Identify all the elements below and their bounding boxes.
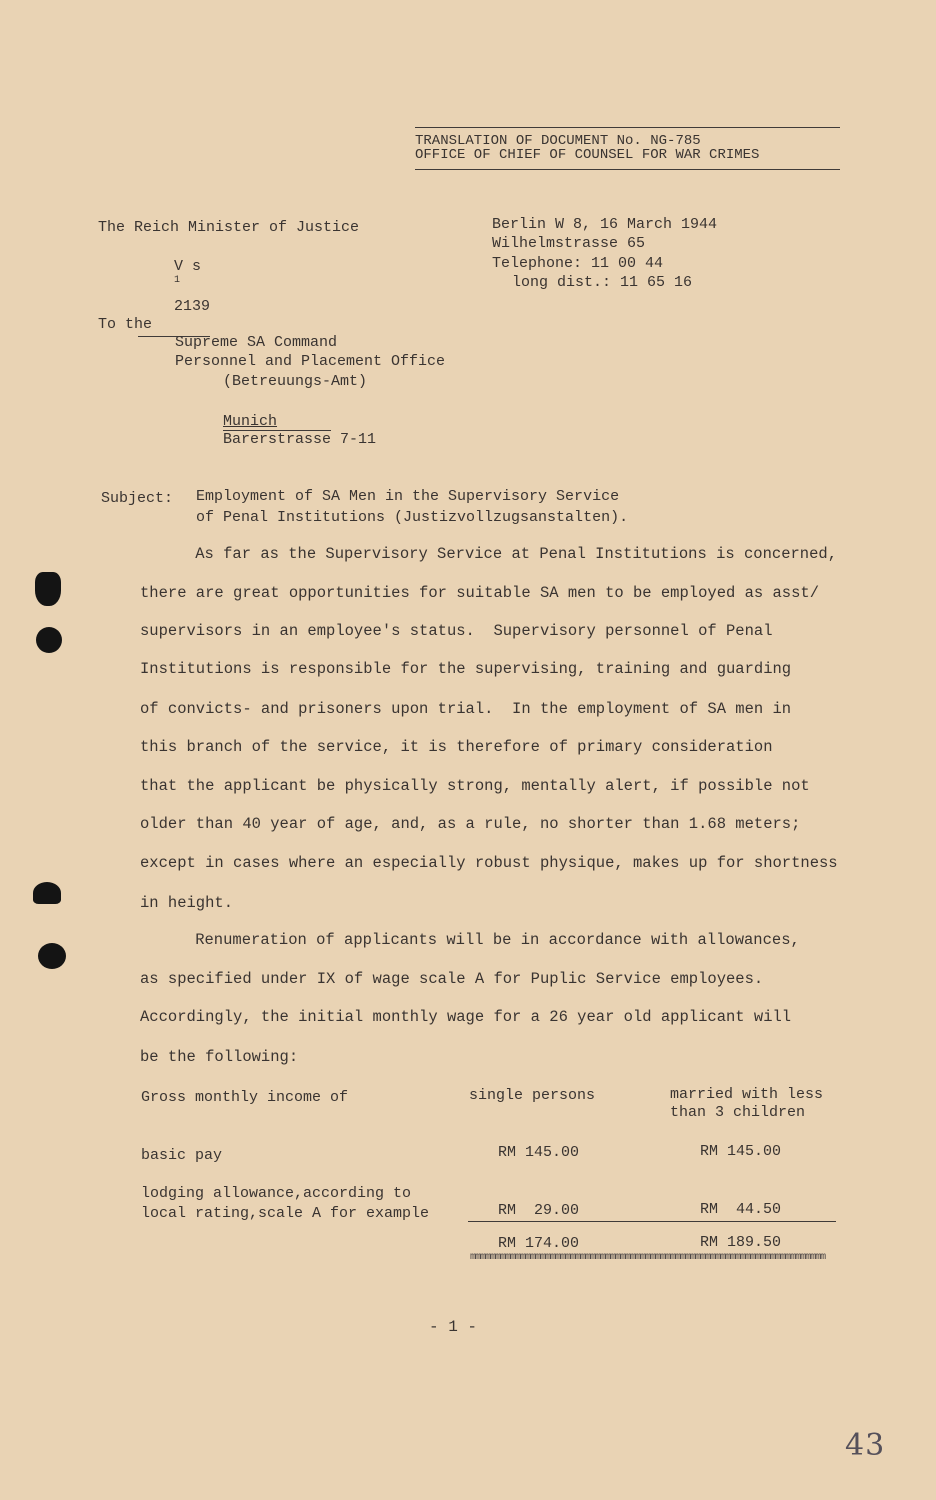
header-top-rule — [415, 127, 840, 128]
header-bottom-rule — [415, 169, 840, 170]
table-row-label: lodging allowance,according to — [141, 1185, 412, 1202]
body-line: Renumeration of applicants will be in accordance with allowances, — [158, 931, 800, 949]
body-line: there are great opportunities for suitable SA men to be employed as asst/ — [140, 584, 820, 602]
table-sum-rule — [468, 1221, 836, 1222]
header-line-1: TRANSLATION OF DOCUMENT No. NG-785 — [415, 133, 701, 149]
subject-label: Subject: — [101, 490, 174, 507]
body-line: of convicts- and prisoners upon trial. In the employment of SA men in — [140, 700, 792, 718]
recipient-line-1: Supreme SA Command — [175, 334, 338, 351]
table-header-single: single persons — [469, 1087, 596, 1104]
header-line-2: OFFICE OF CHIEF OF COUNSEL FOR WAR CRIMES — [415, 147, 760, 163]
punch-hole-mark — [35, 572, 61, 606]
table-cell-single: RM 29.00 — [498, 1202, 580, 1219]
subject-line-2: of Penal Institutions (Justizvollzugsanstalten). — [196, 509, 629, 526]
table-total-single: RM 174.00 — [498, 1235, 580, 1252]
table-cell-single: RM 145.00 — [498, 1144, 580, 1161]
dateline-long-distance: long dist.: 11 65 16 — [512, 274, 693, 291]
dateline-city-date: Berlin W 8, 16 March 1944 — [492, 216, 718, 233]
punch-hole — [38, 943, 66, 969]
recipient-line-2: Personnel and Placement Office — [175, 353, 446, 370]
table-total-double-underline: mmmmmmmmmmmmmmmmmmmmmmmmmmmmmmmmmmmmmmmmmmmmmmmmmmmmmmmmmmmmmmmmmmmmmmm — [470, 1253, 826, 1263]
recipient-to: To the — [98, 316, 153, 333]
body-line: that the applicant be physically strong, mentally alert, if possible not — [140, 777, 810, 795]
body-line: Institutions is responsible for the supervising, training and guarding — [140, 660, 792, 678]
body-line: supervisors in an employee's status. Supervisory personnel of Penal — [140, 622, 773, 640]
punch-hole — [36, 627, 62, 653]
table-header-label: Gross monthly income of — [141, 1089, 349, 1106]
recipient-street: Barerstrasse 7-11 — [223, 431, 377, 448]
body-line: this branch of the service, it is therefore of primary consideration — [140, 738, 773, 756]
table-cell-married: RM 44.50 — [700, 1201, 782, 1218]
body-line: in height. — [140, 894, 234, 912]
body-line: As far as the Supervisory Service at Penal Institutions is concerned, — [158, 545, 838, 563]
table-header-married-1: married with less — [670, 1086, 824, 1103]
table-total-married: RM 189.50 — [700, 1234, 782, 1251]
body-line: older than 40 year of age, and, as a rule, no shorter than 1.68 meters; — [140, 815, 801, 833]
dateline-street: Wilhelmstrasse 65 — [492, 235, 646, 252]
table-row-label: basic pay — [141, 1147, 223, 1164]
table-row-label-cont: local rating,scale A for example — [141, 1205, 430, 1222]
page-number: - 1 - — [429, 1318, 478, 1336]
sender-title: The Reich Minister of Justice — [98, 219, 360, 236]
body-line: Accordingly, the initial monthly wage for a 26 year old applicant will — [140, 1008, 792, 1026]
punch-hole-mark — [33, 882, 61, 904]
table-header-married-2: than 3 children — [670, 1104, 806, 1121]
reference-superscript: 1 — [174, 275, 181, 286]
recipient-city: Munich — [223, 413, 278, 430]
handwritten-page-number: 43 — [845, 1428, 886, 1463]
reference-number: 2139 — [174, 298, 211, 315]
recipient-line-3: (Betreuungs-Amt) — [223, 373, 368, 390]
body-line: except in cases where an especially robust physique, makes up for shortness — [140, 854, 838, 872]
body-line: as specified under IX of wage scale A for Puplic Service employees. — [140, 970, 764, 988]
table-cell-married: RM 145.00 — [700, 1143, 782, 1160]
dateline-telephone: Telephone: 11 00 44 — [492, 255, 664, 272]
body-line: be the following: — [140, 1048, 299, 1066]
reference-prefix: V s — [174, 258, 202, 275]
subject-line-1: Employment of SA Men in the Supervisory Service — [196, 488, 620, 505]
